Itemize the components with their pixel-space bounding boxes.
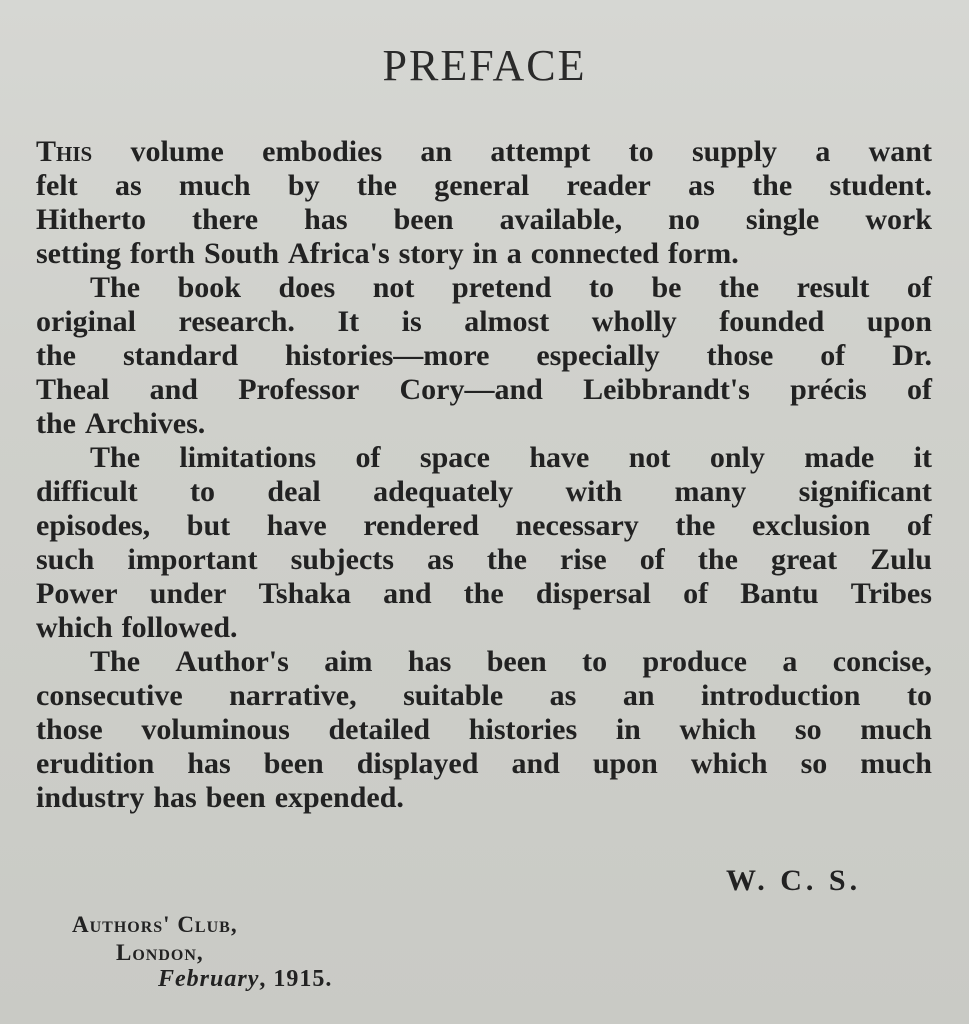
word: rendered xyxy=(363,509,479,542)
word: does xyxy=(278,271,336,304)
word: histories—more xyxy=(284,339,490,372)
word: the xyxy=(486,543,527,576)
word: a xyxy=(815,135,831,168)
word: many xyxy=(674,475,747,508)
word: such xyxy=(36,543,95,576)
address-month: February xyxy=(158,966,260,992)
word: much xyxy=(860,747,932,780)
text-line xyxy=(36,781,932,815)
word: has xyxy=(187,747,231,780)
text-line xyxy=(36,373,932,407)
word: Tribes xyxy=(850,577,932,610)
word: a xyxy=(506,237,522,270)
word: Hitherto xyxy=(36,203,146,236)
word: consecutive xyxy=(36,679,183,712)
word: made xyxy=(804,441,875,474)
word: work xyxy=(865,203,932,236)
word: exclusion xyxy=(751,509,871,542)
word: not xyxy=(628,441,671,474)
word: no xyxy=(668,203,700,236)
word: as xyxy=(114,169,142,202)
word: the xyxy=(36,407,76,440)
word: followed. xyxy=(121,611,238,644)
word: Professor xyxy=(238,373,360,406)
text-line xyxy=(36,237,932,271)
word: been xyxy=(486,645,547,678)
word: the xyxy=(463,577,504,610)
text-line xyxy=(36,305,932,339)
word: of xyxy=(683,577,709,610)
word: but xyxy=(186,509,231,542)
word: narrative, xyxy=(229,679,357,712)
preface-body xyxy=(36,135,932,815)
word: with xyxy=(565,475,623,508)
word: available, xyxy=(499,203,623,236)
word: upon xyxy=(866,305,932,338)
word: by xyxy=(287,169,320,202)
word: to xyxy=(907,679,932,712)
word: of xyxy=(355,441,381,474)
word: limitations xyxy=(179,441,317,474)
word: to xyxy=(588,271,614,304)
word: been xyxy=(393,203,454,236)
word: so xyxy=(800,747,828,780)
word: deal xyxy=(267,475,321,508)
word: an xyxy=(420,135,453,168)
word: the xyxy=(752,169,793,202)
word: difficult xyxy=(36,475,138,508)
text-line xyxy=(36,577,932,611)
word: wholly xyxy=(591,305,677,338)
word: rise xyxy=(560,543,607,576)
word: so xyxy=(794,713,822,746)
word: of xyxy=(820,339,846,372)
address-city: London, xyxy=(116,940,204,965)
text-line xyxy=(36,713,932,747)
word: has xyxy=(304,203,348,236)
word: not xyxy=(372,271,415,304)
word: aim xyxy=(324,645,373,678)
word: of xyxy=(906,271,932,304)
word: has xyxy=(153,781,197,814)
word: general xyxy=(434,169,530,202)
word: original xyxy=(36,305,137,338)
word: introduction xyxy=(701,679,861,712)
word: research. xyxy=(178,305,295,338)
word: in xyxy=(615,713,641,746)
word: industry xyxy=(36,781,145,814)
address-date xyxy=(158,966,332,993)
word: The xyxy=(90,441,141,474)
word: a xyxy=(782,645,798,678)
word: and xyxy=(383,577,432,610)
address-year: , 1915. xyxy=(259,966,333,992)
word: almost xyxy=(464,305,550,338)
word: result xyxy=(796,271,870,304)
word: Power xyxy=(36,577,118,610)
word: setting xyxy=(36,237,121,270)
text-line xyxy=(36,543,932,577)
word: form. xyxy=(668,237,739,270)
word: Theal xyxy=(36,373,110,406)
word: be xyxy=(651,271,682,304)
word: to xyxy=(190,475,216,508)
word: Zulu xyxy=(870,543,932,576)
word: volume xyxy=(130,135,224,168)
word: forth xyxy=(130,237,195,270)
page-title: PREFACE xyxy=(382,41,587,90)
word: as xyxy=(427,543,454,576)
text-line xyxy=(36,271,932,305)
word: South xyxy=(203,237,280,270)
word: felt xyxy=(36,169,78,202)
word: those xyxy=(36,713,103,746)
word: as xyxy=(549,679,577,712)
text-line xyxy=(36,475,932,509)
word: subjects xyxy=(290,543,394,576)
text-line xyxy=(36,339,932,373)
word: The xyxy=(90,271,141,304)
word: been xyxy=(205,781,266,814)
word: have xyxy=(529,441,590,474)
word: expended. xyxy=(274,781,404,814)
text-line xyxy=(36,407,932,441)
word: embodies xyxy=(262,135,383,168)
word: which xyxy=(679,713,757,746)
word: Author's xyxy=(175,645,289,678)
word: to xyxy=(628,135,654,168)
word: Dr. xyxy=(892,339,932,372)
word: story xyxy=(398,237,464,270)
text-line xyxy=(36,679,932,713)
word: it xyxy=(913,441,932,474)
word: want xyxy=(868,135,932,168)
word: episodes, xyxy=(36,509,151,542)
word: reader xyxy=(566,169,651,202)
word: the xyxy=(675,509,716,542)
word: necessary xyxy=(515,509,639,542)
word: Bantu xyxy=(740,577,819,610)
word: those xyxy=(706,339,774,372)
word: especially xyxy=(536,339,660,372)
word: The xyxy=(90,645,141,678)
word: attempt xyxy=(490,135,591,168)
word: standard xyxy=(122,339,239,372)
word: much xyxy=(860,713,932,746)
word: the xyxy=(36,339,76,372)
word: only xyxy=(709,441,765,474)
text-line xyxy=(36,645,932,679)
address-club: Authors' Club, xyxy=(72,912,238,937)
word: to xyxy=(582,645,608,678)
text-line xyxy=(36,135,932,169)
word: an xyxy=(622,679,655,712)
word: single xyxy=(745,203,820,236)
word: and xyxy=(149,373,198,406)
word: under xyxy=(149,577,227,610)
word: been xyxy=(263,747,324,780)
word: the xyxy=(719,271,760,304)
word: has xyxy=(407,645,452,678)
word: histories xyxy=(468,713,578,746)
word: significant xyxy=(798,475,932,508)
word: much xyxy=(178,169,251,202)
word: and xyxy=(511,747,560,780)
word: suitable xyxy=(403,679,504,712)
word: Archives. xyxy=(85,407,206,440)
word: as xyxy=(688,169,715,202)
word: adequately xyxy=(373,475,514,508)
text-line xyxy=(36,441,932,475)
word: dispersal xyxy=(535,577,651,610)
author-initials: W. C. S. xyxy=(726,864,862,897)
word: in xyxy=(472,237,498,270)
word: important xyxy=(127,543,258,576)
word: Cory—and xyxy=(399,373,543,406)
word: Africa's xyxy=(288,237,390,270)
word: student. xyxy=(829,169,932,202)
word: supply xyxy=(691,135,778,168)
word: pretend xyxy=(451,271,552,304)
word: founded xyxy=(719,305,825,338)
text-line xyxy=(36,203,932,237)
word: précis xyxy=(790,373,867,406)
word: connected xyxy=(530,237,659,270)
word: have xyxy=(266,509,327,542)
word: Tshaka xyxy=(258,577,351,610)
word: which xyxy=(690,747,768,780)
word: great xyxy=(771,543,838,576)
word: erudition xyxy=(36,747,155,780)
word: book xyxy=(177,271,241,304)
word: of xyxy=(639,543,665,576)
text-line xyxy=(36,509,932,543)
text-line xyxy=(36,611,932,645)
word: detailed xyxy=(328,713,431,746)
word: concise, xyxy=(832,645,932,678)
word: the xyxy=(697,543,738,576)
text-line xyxy=(36,747,932,781)
word: the xyxy=(356,169,397,202)
word: which xyxy=(36,611,113,644)
word: upon xyxy=(592,747,658,780)
word: space xyxy=(419,441,490,474)
word: of xyxy=(906,373,932,406)
word: produce xyxy=(642,645,747,678)
word: there xyxy=(192,203,259,236)
word: Leibbrandt's xyxy=(583,373,750,406)
word: It xyxy=(337,305,360,338)
word: This xyxy=(36,135,93,168)
word: displayed xyxy=(356,747,479,780)
text-line xyxy=(36,169,932,203)
word: of xyxy=(906,509,932,542)
word: is xyxy=(401,305,422,338)
word: voluminous xyxy=(141,713,290,746)
